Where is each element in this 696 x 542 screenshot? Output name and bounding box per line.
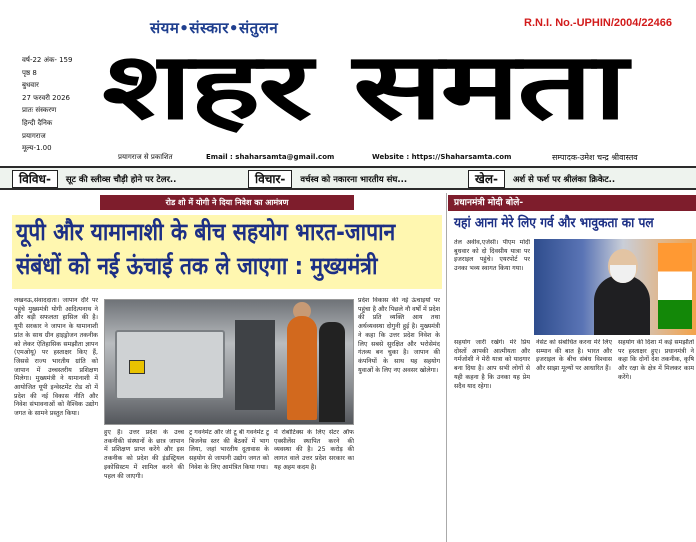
ticker-text: सूट की स्लीव्स चौड़ी होने पर टेलर.. [65,174,177,185]
meta-line: बुधवार [22,81,39,90]
main-headline [12,215,442,283]
main-body-column: में रोबोटिक्स के लिए सेंटर ऑफ एक्सीलेंस स्थापित करने की व्यवस्था की है। 25 करोड़ की लागत वाले उत्तर प्रदेश सरकार का यह अहम कदम है। [274,429,354,471]
meta-line: हिन्दी दैनिक [22,118,53,127]
editor-line: सम्पादक-उमेश चन्द्र श्रीवास्तव [552,153,638,162]
meta-line: मूल्य-1.00 [22,144,52,153]
main-article-photo [104,299,354,425]
side-body-column: तेल अवीव,एजेंसी। पीएम मोदी बुधवार को दो दिवसीय यात्रा पर इजराइल पहुंचे। एयरपोर्ट पर उनका भव्य स्वागत किया गया। [454,239,530,273]
ticker-text: अर्श से फर्श पर श्रीलंका क्रिकेट.. [512,174,616,185]
meta-line: प्रातः संस्करण [22,106,57,115]
photo-warning-label [129,360,145,374]
main-article-kicker: रोड शो में योगी ने दिया निवेश का आमंत्रण [100,195,354,210]
main-body-column: लखनऊ,संवाददाता। जापान दौरे पर पहुंचे मुख्यमंत्री योगी आदित्यनाथ ने और बड़ी सफलता हासिल की है। यूपी सरकार ने जापान के यामानाशी प्रांत के साथ ग्रीन हाइड्रोजन तकनीक को लेकर ऐतिहासिक समझौता ज्ञापन (एमओयू) पर हस्ताक्षर किए हैं, जिससे राज्य भारतीय ग्रांति को जापान में उच्चस्तरीय प्रशिक्षण मिलेगा। मुख्यमंत्री ने यामानाशी में आयोजित यूपी इन्वेस्टमेंट रोड शो में प्रदेश की नई विकास नीति और निवेश संभावनाओं को वैश्विक उद्योग जगत के सामने प्रस्तुत किया। [14,297,98,418]
meta-line: 27 फरवरी 2026 [22,93,70,102]
main-body-column: प्रदेश विकास की नई ऊंचाइयों पर पहुंचा है और पिछले नौ वर्षों में प्रदेश की प्रति व्यक्ति आय तथा अर्थव्यवस्था दोगुनी हुई है। मुख्यमंत्री ने कहा कि उत्तर प्रदेश निवेश के लिए सबसे सुरक्षित और भरोसेमंद गंतव्य बन चुका है। जापान की कंपनियों के साथ यह सहयोग युवाओं के लिए नए अवसर खोलेगा। [358,297,440,374]
side-headline[interactable]: यहां आना मेरे लिए गर्व और भावुकता का पल [454,215,654,231]
side-body-column: नेसेट को संबोधित करना मेरे लिए सम्मान की बात है। भारत और इजराइल के बीच संबंध विश्वास और साझा मूल्यों पर आधारित हैं। [536,339,612,373]
ticker-item-vichar[interactable] [248,170,407,188]
main-headline-line: यूपी और यामानाशी के बीच सहयोग भारत-जापान [16,218,396,246]
main-body-column: हुए हैं। उत्तर प्रदेश के उच्च तकनीकी संस्थानों के छात्र जापान में प्रशिक्षण प्राप्त करेंगे और इस तकनीक को प्रदेश की इंडस्ट्रियल इकोसिस्टम में शामिल करने की पहल की जाएगी। [104,429,184,480]
newspaper-title-text: शहर समता [102,33,625,140]
india-flag-icon [658,243,692,329]
rni-number: R.N.I. No.-UPHIN/2004/22466 [524,17,672,29]
meta-line: वर्ष-22 अंक- 159 [22,56,73,64]
email-line: Email : shaharsamta@gmail.com [206,153,335,161]
issue-meta [22,54,100,155]
photo-person [287,316,317,420]
main-body-column: ट्र गवर्नमेंट और जी टू बी गवर्नमेंट टू बिजनेस स्तर की बैठकों में भाग लिया, जहां भारतीय दूतावास के सहयोग से जापानी उद्योग जगत को निवेश के लिए आमंत्रित किया गया। [189,429,269,471]
masthead [0,0,696,165]
side-article-kicker: प्रधानमंत्री मोदी बोले- [448,195,696,211]
ticker-label: विचार- [248,170,292,188]
main-headline-block[interactable] [12,215,442,289]
ticker-label: खेल- [468,170,505,188]
photo-equipment [235,320,275,410]
main-article [12,193,442,542]
ticker-item-khel[interactable] [468,170,615,188]
publication-bar [0,150,696,164]
column-divider [446,193,447,542]
ticker-text: वर्चस्व को नकारना भारतीय संघ... [300,174,408,185]
meta-line: प्रयागराज [22,131,46,140]
published-from: प्रयागराज से प्रकाशित [118,153,173,161]
ticker-item-vividh[interactable] [12,170,176,188]
side-article [448,193,696,542]
photo-person-2 [319,322,345,422]
ticker-label: विविध- [12,170,58,188]
section-ticker [0,166,696,190]
photo-person [594,275,650,335]
newspaper-title [102,28,692,146]
side-body-column: सहयोग जारी रखेंगे। मेरे प्रिय दोस्तों आपकी आत्मीयता और गर्मजोशी ने मेरी यात्रा को यादगार बना दिया है। आप सभी लोगों से यही कहना है कि उनका यह प्रेम सदैव याद रहेगा। [454,339,530,390]
main-headline-line: संबंधों को नई ऊंचाई तक ले जाएगा : मुख्यमंत्री [16,252,378,280]
side-article-photo [534,239,696,335]
side-body-column: सहयोग की दिशा में कई समझौतों पर हस्ताक्षर हुए। प्रधानमंत्री ने कहा कि दोनों देश तकनीक, कृषि और रक्षा के क्षेत्र में मिलकर काम करेंगे। [618,339,694,381]
website-line: Website : https://Shaharsamta.com [372,153,512,161]
masthead-slogan: संयम•संस्कार•संतुलन [150,19,279,37]
meta-line: पृष्ठ 8 [22,68,37,77]
